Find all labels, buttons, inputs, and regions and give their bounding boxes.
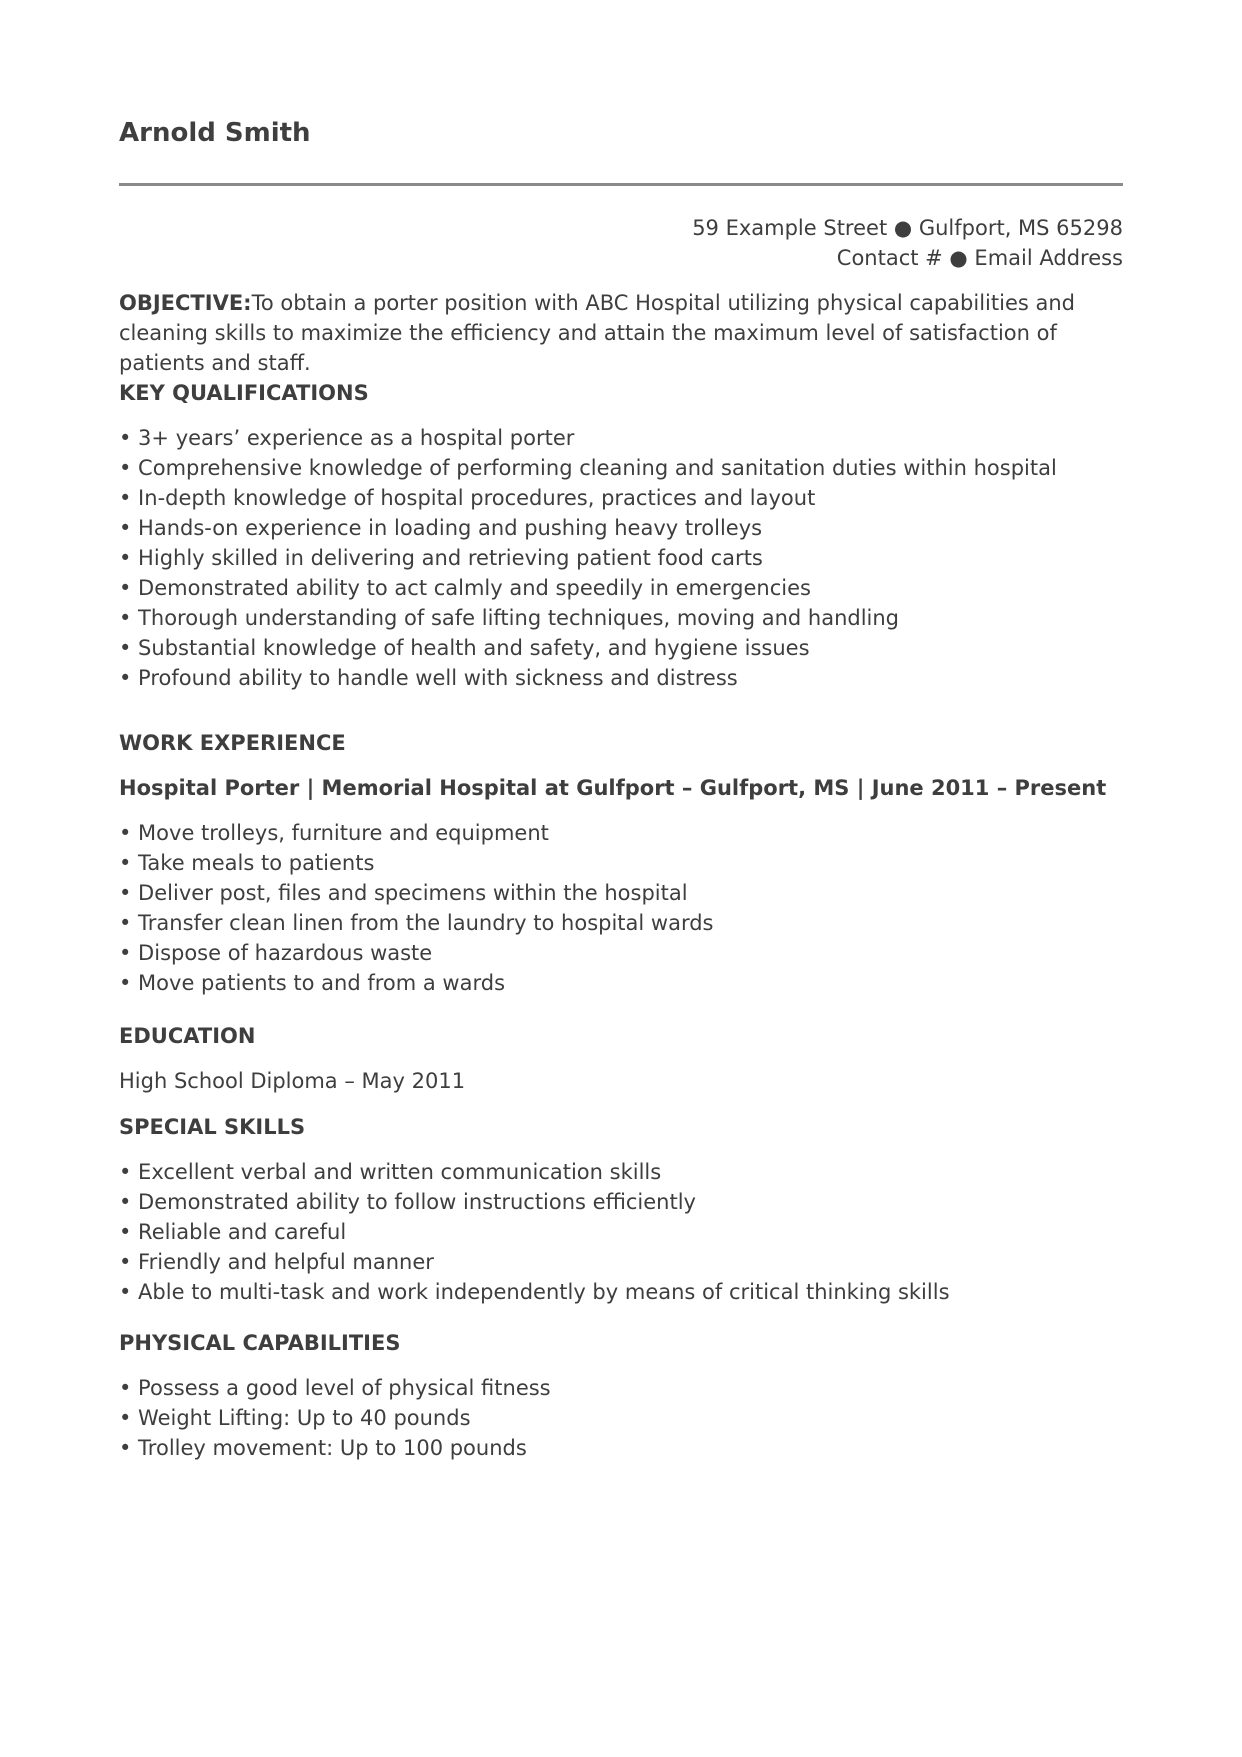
list-item: • Weight Lifting: Up to 40 pounds <box>119 1406 471 1430</box>
list-item: • In-depth knowledge of hospital procedures, practices and layout <box>119 486 816 510</box>
contact-block <box>692 213 1123 273</box>
list-item: • Substantial knowledge of health and safety, and hygiene issues <box>119 636 810 660</box>
key-qualifications-list <box>119 423 1057 693</box>
list-item: • Highly skilled in delivering and retrieving patient food carts <box>119 546 763 570</box>
list-item: • Dispose of hazardous waste <box>119 941 433 965</box>
list-item: • Comprehensive knowledge of performing cleaning and sanitation duties within hospital <box>119 456 1057 480</box>
list-item: • Move trolleys, furniture and equipment <box>119 821 549 845</box>
physical-capabilities-list <box>119 1373 551 1463</box>
contact-line: Contact # ● Email Address <box>836 246 1123 270</box>
list-item: • Possess a good level of physical fitness <box>119 1376 551 1400</box>
list-item: • Demonstrated ability to act calmly and speedily in emergencies <box>119 576 811 600</box>
list-item: • Transfer clean linen from the laundry to hospital wards <box>119 911 714 935</box>
list-item: • Reliable and careful <box>119 1220 347 1244</box>
objective-paragraph <box>119 288 1123 378</box>
education-entry: High School Diploma – May 2011 <box>119 1069 466 1093</box>
list-item: • Able to multi-task and work independently by means of critical thinking skills <box>119 1280 950 1304</box>
address-line: 59 Example Street ● Gulfport, MS 65298 <box>692 216 1123 240</box>
header-divider <box>119 183 1123 186</box>
list-item: • Profound ability to handle well with sickness and distress <box>119 666 738 690</box>
candidate-name: Arnold Smith <box>119 118 311 148</box>
job-title: Hospital Porter | Memorial Hospital at Gulfport – Gulfport, MS | June 2011 – Present <box>119 776 1107 800</box>
list-item: • Deliver post, files and specimens within the hospital <box>119 881 688 905</box>
list-item: • Take meals to patients <box>119 851 375 875</box>
objective-label: OBJECTIVE: <box>119 291 252 315</box>
list-item: • 3+ years’ experience as a hospital porter <box>119 426 575 450</box>
list-item: • Demonstrated ability to follow instructions efficiently <box>119 1190 696 1214</box>
physical-capabilities-heading: PHYSICAL CAPABILITIES <box>119 1331 401 1355</box>
list-item: • Excellent verbal and written communication skills <box>119 1160 662 1184</box>
list-item: • Move patients to and from a wards <box>119 971 506 995</box>
list-item: • Trolley movement: Up to 100 pounds <box>119 1436 527 1460</box>
list-item: • Thorough understanding of safe lifting techniques, moving and handling <box>119 606 900 630</box>
special-skills-heading: SPECIAL SKILLS <box>119 1115 306 1139</box>
key-qualifications-heading: KEY QUALIFICATIONS <box>119 381 369 405</box>
objective-text: To obtain a porter position with ABC Hospital utilizing physical capabilities and cleaning skills to maximize the efficiency and attain the maximum level of satisfaction of patients and staff. <box>119 291 1075 375</box>
list-item: • Hands-on experience in loading and pushing heavy trolleys <box>119 516 763 540</box>
work-experience-list <box>119 818 714 998</box>
list-item: • Friendly and helpful manner <box>119 1250 434 1274</box>
education-heading: EDUCATION <box>119 1024 256 1048</box>
special-skills-list <box>119 1157 950 1307</box>
work-experience-heading: WORK EXPERIENCE <box>119 731 346 755</box>
